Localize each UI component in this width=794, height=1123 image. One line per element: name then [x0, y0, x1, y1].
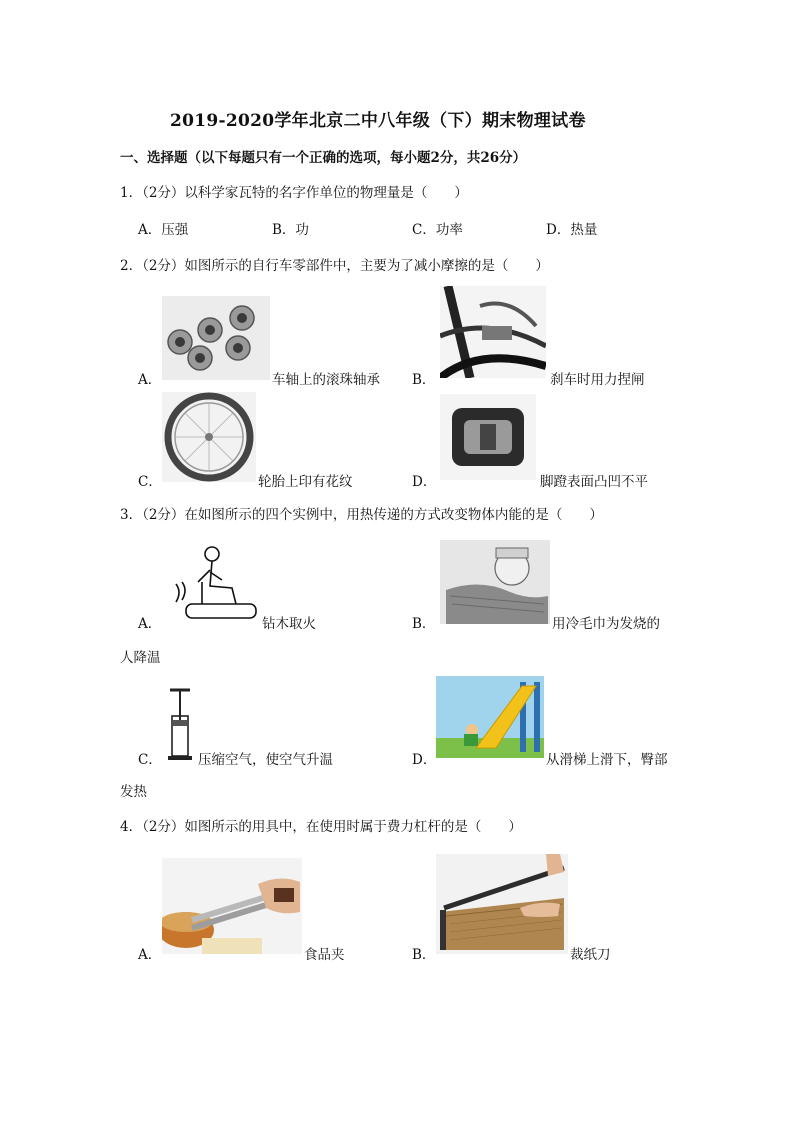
drilling-wood-fire-image [162, 542, 260, 626]
q3-option-c-text: 压缩空气，使空气升温 [198, 752, 333, 768]
q1-option-d[interactable]: D．热量 [546, 222, 598, 238]
q2-option-b-letter[interactable]: B． [412, 372, 436, 388]
q4-option-a-letter[interactable]: A． [138, 947, 162, 963]
bicycle-brake-image [440, 286, 546, 378]
q2-option-c-text: 轮胎上印有花纹 [258, 474, 353, 490]
q3-option-d-text-continued: 发热 [120, 784, 147, 800]
ball-bearings-image [162, 296, 270, 380]
q2-option-a-letter[interactable]: A． [138, 372, 162, 388]
q2-option-d-text: 脚蹬表面凸凹不平 [540, 474, 648, 490]
q3-option-b-letter[interactable]: B． [412, 616, 436, 632]
page-title: 2019-2020学年北京二中八年级（下）期末物理试卷 [170, 111, 586, 131]
q3-option-b-text-continued: 人降温 [120, 650, 161, 666]
cold-towel-child-image [440, 540, 550, 624]
bicycle-tire-image [162, 392, 256, 482]
q2-option-b-text: 刹车时用力捏闸 [550, 372, 645, 388]
air-compression-pump-image [164, 686, 196, 762]
food-tongs-image [162, 858, 302, 954]
q3-option-d-letter[interactable]: D． [412, 752, 437, 768]
q3-option-a-text: 钻木取火 [262, 616, 316, 632]
q1-option-b[interactable]: B．功 [272, 222, 309, 238]
q3-option-b-text: 用冷毛巾为发烧的 [552, 616, 660, 632]
q4-option-b-letter[interactable]: B． [412, 947, 436, 963]
q3-option-d-text: 从滑梯上滑下，臀部 [546, 752, 668, 768]
q1-option-a[interactable]: A．压强 [138, 222, 189, 238]
question-2-stem: 2．（2分）如图所示的自行车零部件中，主要为了减小摩擦的是（ ） [120, 258, 549, 274]
q3-option-c-letter[interactable]: C． [138, 752, 162, 768]
q4-option-a-text: 食品夹 [304, 947, 345, 963]
question-4-stem: 4．（2分）如图所示的用具中，在使用时属于费力杠杆的是（ ） [120, 819, 522, 835]
q4-option-b-text: 裁纸刀 [570, 947, 611, 963]
q2-option-c-letter[interactable]: C． [138, 474, 162, 490]
playground-slide-image [436, 676, 544, 758]
section-heading: 一、选择题（以下每题只有一个正确的选项，每小题2分，共26分） [120, 150, 527, 166]
paper-cutter-image [436, 854, 568, 954]
bicycle-pedal-image [440, 394, 536, 480]
q2-option-a-text: 车轴上的滚珠轴承 [272, 372, 380, 388]
question-1-stem: 1．（2分）以科学家瓦特的名字作单位的物理量是（ ） [120, 185, 468, 201]
q3-option-a-letter[interactable]: A． [138, 616, 162, 632]
q1-option-c[interactable]: C．功率 [412, 222, 463, 238]
q2-option-d-letter[interactable]: D． [412, 474, 437, 490]
question-3-stem: 3．（2分）在如图所示的四个实例中，用热传递的方式改变物体内能的是（ ） [120, 507, 603, 523]
